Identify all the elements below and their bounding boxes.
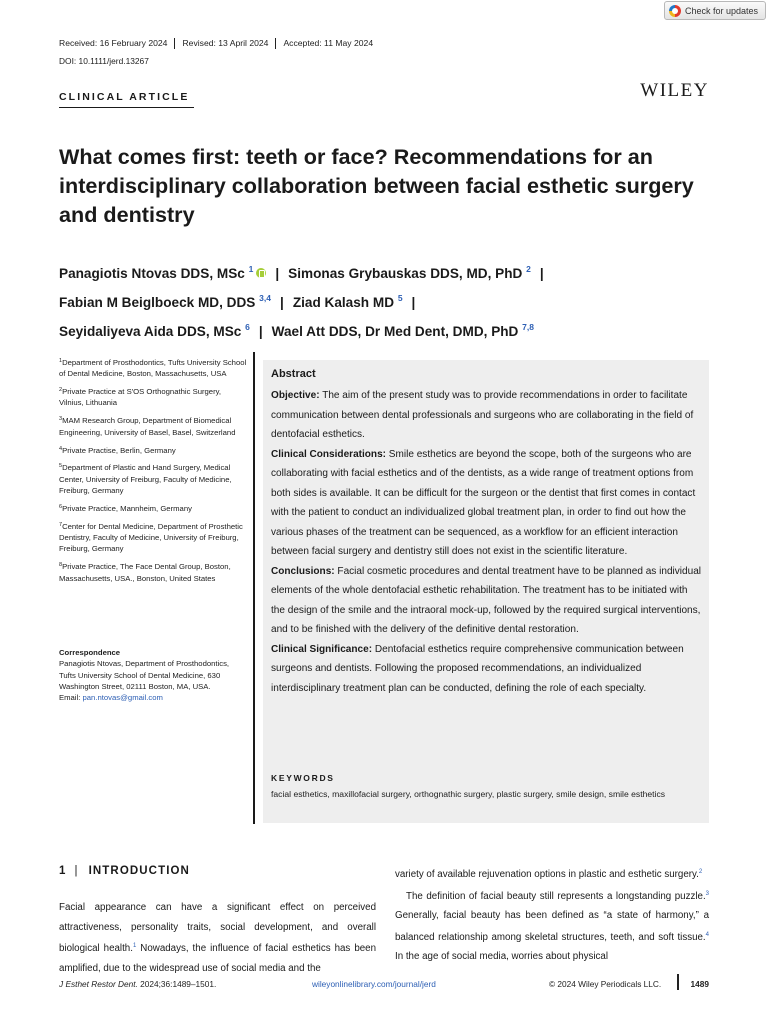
check-for-updates-label: Check for updates	[685, 5, 759, 16]
column-divider	[253, 352, 255, 824]
received-date: Received: 16 February 2024	[59, 38, 168, 48]
section-heading-introduction: 1 | INTRODUCTION	[59, 865, 190, 877]
body-column-right	[395, 863, 709, 967]
copyright: © 2024 Wiley Periodicals LLC.	[549, 979, 662, 989]
affiliation-item: $^2$Private Practice at S'OS Orthognathic Surgery, Vilnius, Lithuania	[59, 387, 222, 408]
correspondence-heading: Correspondence	[59, 648, 121, 657]
affiliation-item: $^4$Private Practise, Berlin, Germany	[59, 445, 176, 455]
accepted-date: Accepted: 11 May 2024	[275, 38, 380, 49]
keywords-list: facial esthetics, maxillofacial surgery, orthognathic surgery, plastic surgery, smile design, smile esthetics	[271, 789, 666, 799]
author-affiliation-ref[interactable]: 6	[245, 322, 250, 332]
author-name[interactable]: Simonas Grybauskas DDS, MD, PhD $^2$	[288, 264, 531, 281]
author-affiliation-ref[interactable]: 3,4	[259, 293, 271, 303]
author-name[interactable]: Seyidaliyeva Aida DDS, MSc $^6$	[59, 322, 250, 339]
author-name[interactable]: Ziad Kalash MD $^5$	[292, 293, 403, 310]
doi[interactable]: DOI: 10.1111/jerd.13267	[59, 56, 149, 66]
abstract-heading: Abstract	[271, 368, 316, 380]
affiliation-item: $^3$MAM Research Group, Department of Biomedical Engineering, University of Basel, Basel, Switzerland	[59, 416, 236, 437]
author-separator: |	[411, 295, 416, 310]
article-dates	[59, 38, 380, 49]
affiliation-item: $^5$Department of Plastic and Hand Surgery, Medical Center, University of Freiburg, Faculty of Medicine, Freiburg, Germany	[59, 463, 232, 496]
citation-ref[interactable]: 1	[132, 943, 137, 949]
abstract-content	[271, 366, 701, 698]
abstract-objective: Objective: The aim of the present study was to provide recommendations in order to facilitate communication between dental professionals and surgeons who are collaborating in the field of dentofacial esthetics.	[271, 390, 694, 440]
author-list	[59, 257, 719, 344]
author-affiliation-ref[interactable]: 5	[397, 293, 403, 303]
correspondence-email-line: Email: pan.ntovas@gmail.com	[59, 693, 163, 703]
author-separator: |	[539, 266, 544, 281]
author-separator: |	[275, 266, 280, 281]
revised-date: Revised: 13 April 2024	[174, 38, 275, 49]
publisher-logo: WILEY	[640, 80, 709, 101]
keywords-heading: KEYWORDS	[271, 773, 335, 783]
author-name[interactable]: Fabian M Beiglboeck MD, DDS $^{3,4}$	[59, 293, 271, 310]
intro-paragraph: The definition of facial beauty still represents a longstanding puzzle.$^3$ Generally, facial beauty has been defined as “a state of harmony,” a balanced relationship among skeletal structures, teeth, and soft tissue.$^4$ In the age of social media, worries about physical	[395, 890, 709, 962]
citation-ref[interactable]: 3	[705, 890, 709, 897]
affiliation-item: $^6$Private Practice, Mannheim, Germany	[59, 503, 192, 513]
author-affiliation-ref[interactable]: 1	[248, 264, 254, 274]
affiliation-item: $^7$Center for Dental Medicine, Department of Prosthetic Dentistry, Faculty of Medicine, University of Freiburg, Freiburg, Germany	[59, 521, 243, 554]
author-separator: |	[258, 324, 263, 339]
footer-divider	[677, 974, 679, 990]
body-column-left	[59, 898, 376, 978]
author-name[interactable]: Panagiotis Ntovas DDS, MSc $^1$	[59, 264, 254, 281]
check-for-updates-button[interactable]	[664, 1, 766, 20]
article-title: What comes first: teeth or face? Recommendations for an interdisciplinary collaboration between facial esthetic surgery and dentistry	[59, 144, 694, 227]
author-name[interactable]: Wael Att DDS, Dr Med Dent, DMD, PhD $^{7,8}$	[271, 322, 534, 339]
page-footer	[59, 979, 709, 993]
abstract-clinical-significance: Clinical Significance: Dentofacial esthetics require comprehensive communication between surgeons and dentists. Following the proposed recommendations, an individualized interdisciplinary treatment plan can be conducted, defining the role of each specialty.	[271, 643, 684, 694]
page-number: 1489	[690, 979, 709, 989]
crossmark-icon	[669, 5, 681, 17]
abstract-clinical-considerations: Clinical Considerations: Smile esthetics are beyond the scope, both of the surgeons who are collaborating with facial esthetics and of the dentists, as a wide range of treatment options from both sides is available. It can be difficult for the surgeon or the dentist that first comes in contact with the patient to conduct an individualized global treatment plan, in order to find out how the various phases of the treatment can be sequenced, as a workflow for an efficient interaction between facial surgery and dentistry still does not exist in the scientific literature.	[271, 448, 696, 557]
orcid-icon[interactable]	[256, 268, 266, 278]
affiliation-item: $^1$Department of Prosthodontics, Tufts University School of Dental Medicine, Boston, Massachusetts, USA	[59, 358, 247, 379]
affiliation-item: $^8$Private Practice, The Face Dental Group, Boston, Massachusetts, USA., Bonston, United States	[59, 562, 231, 583]
article-type-underline	[59, 107, 194, 108]
abstract-box	[263, 360, 709, 823]
correspondence-address: Panagiotis Ntovas, Department of Prosthodontics, Tufts University School of Dental Medicine, 630 Washington Street, 02111 Boston, MA, USA.	[59, 659, 230, 691]
author-separator: |	[280, 295, 284, 310]
correspondence	[59, 647, 247, 703]
author-affiliation-ref[interactable]: 2	[526, 264, 531, 274]
affiliations	[59, 356, 247, 590]
citation-ref[interactable]: 2	[698, 869, 703, 875]
citation-ref[interactable]: 4	[705, 931, 709, 938]
intro-paragraph: variety of available rejuvenation options in plastic and esthetic surgery.$^2$	[395, 869, 703, 880]
journal-citation: J Esthet Restor Dent. 2024;36:1489–1501.	[59, 979, 217, 989]
email-link[interactable]: pan.ntovas@gmail.com	[82, 693, 163, 703]
author-affiliation-ref[interactable]: 7,8	[522, 322, 534, 332]
journal-link[interactable]: wileyonlinelibrary.com/journal/jerd	[312, 979, 436, 989]
article-type: CLINICAL ARTICLE	[59, 91, 190, 103]
abstract-conclusions: Conclusions: Facial cosmetic procedures and dental treatment have to be planned as individual elements of the whole dentofacial esthetic rehabilitation. The treatment has to be initiated with the design of the smile and the intraoral mock-up, followed by the required surgical interventions, and to be finished with the delivery of the definitive dental restoration.	[271, 565, 702, 635]
intro-paragraph: Facial appearance can have a significant effect on perceived attractiveness, personality traits, social development, and overall biological health.$^1$ Nowadays, the influence of facial esthetics has been amplified, due to the widespread use of social media and the	[59, 902, 377, 974]
